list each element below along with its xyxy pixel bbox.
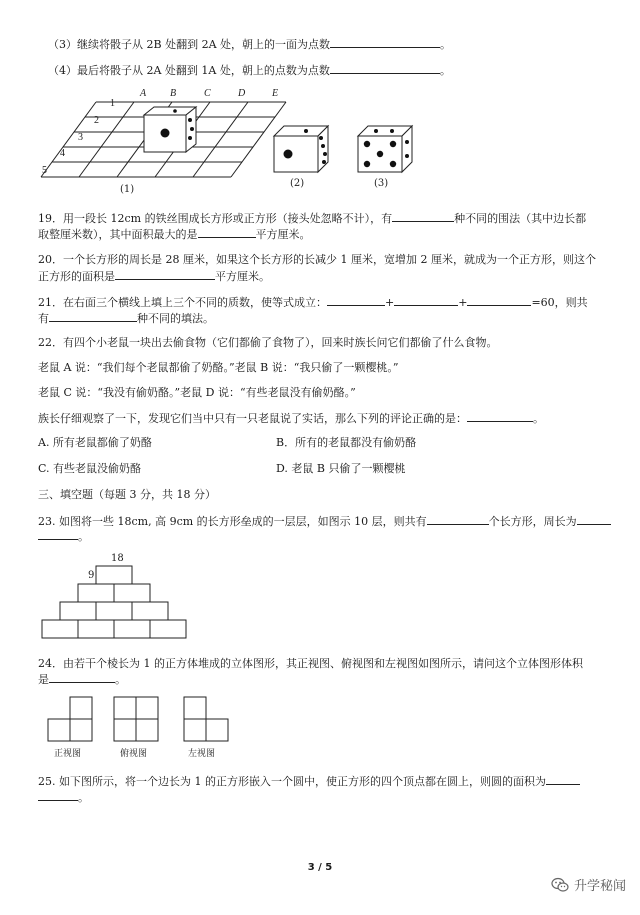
- view-label: 俯视图: [120, 749, 148, 759]
- answer-blank[interactable]: [38, 789, 78, 801]
- q21-line2: 有 种不同的填法。: [38, 312, 214, 325]
- grid-row-label: 2: [94, 115, 99, 126]
- answer-blank[interactable]: [327, 294, 385, 306]
- answer-blank[interactable]: [392, 210, 454, 222]
- q24-line1: 24．由若干个棱长为 1 的正方体堆成的立体图形，其正视图、俯视图和左视图如图所示，请问这个立体图形体积: [38, 657, 583, 670]
- page-number: 3 / 5: [307, 862, 333, 873]
- answer-blank[interactable]: [577, 513, 611, 525]
- q18-sub4: （4）最后将骰子从 2A 处翻到 1A 处，朝上的点数为点数 。: [48, 64, 451, 77]
- grid-row-label: 1: [110, 98, 115, 109]
- q24-line2: 是 。: [38, 673, 126, 686]
- answer-blank[interactable]: [49, 671, 115, 683]
- stacked-rectangles: [42, 566, 186, 638]
- q22-stem: 22．有四个小老鼠一块出去偷食物（它们都偷了食物了），回来时族长问它们都偷了什么食物。: [38, 336, 498, 349]
- answer-blank[interactable]: [38, 528, 78, 540]
- front-view: [48, 697, 92, 741]
- q20-line1: 20．一个长方形的周长是 28 厘米，如果这个长方形的长减少 1 厘米，宽增加 2 厘米，就成为一个正方形，则这个: [38, 253, 596, 266]
- answer-blank[interactable]: [546, 773, 580, 785]
- q21-line1: 21．在右面三个横线上填上三个不同的质数，使等式成立： + + =60，则共: [38, 296, 588, 309]
- three-views-figure: [40, 693, 250, 763]
- top-view: [114, 697, 158, 741]
- wechat-icon: [551, 877, 569, 893]
- grid-row-label: 4: [60, 148, 65, 159]
- q22-mice-ab: 老鼠 A 说：“我们每个老鼠都偷了奶酪。”老鼠 B 说：“我只偷了一颗樱桃。”: [38, 361, 399, 374]
- section-heading: 三、填空题（每题 3 分，共 18 分）: [38, 488, 216, 501]
- q19-line1: 19．用一段长 12cm 的铁丝围成长方形或正方形（接头处忽略不计），有 种不同的围法（其中边长都: [38, 212, 587, 225]
- watermark: [551, 875, 626, 894]
- answer-blank[interactable]: [394, 294, 458, 306]
- figure-label: (2): [290, 178, 305, 189]
- q19-line2: 取整厘米数），其中面积最大的是 平方厘米。: [38, 228, 311, 241]
- watermark-text: 升学秘闻: [573, 879, 626, 894]
- answer-blank[interactable]: [115, 268, 215, 280]
- figure-label: (3): [374, 178, 389, 189]
- answer-blank[interactable]: [467, 410, 533, 422]
- q22-question: 族长仔细观察了一下，发现它们当中只有一只老鼠说了实话，那么下列的评论正确的是： 。: [38, 412, 544, 425]
- q25-line1: 25. 如下图所示，将一个边长为 1 的正方形嵌入一个圆中，使正方形的四个顶点都在圆上，则圆的面积为: [38, 773, 580, 789]
- die-on-grid: [144, 107, 196, 152]
- q22-option-d[interactable]: D. 老鼠 B 只偷了一颗樱桃: [276, 462, 406, 475]
- view-label: 左视图: [188, 749, 216, 759]
- left-view: [184, 697, 228, 741]
- grid-col-label: E: [272, 88, 279, 99]
- figure-label: (1): [120, 184, 135, 194]
- grid-row-label: 5: [42, 165, 47, 176]
- answer-blank[interactable]: [49, 310, 137, 322]
- die-2: [274, 126, 328, 172]
- die-3: [358, 126, 412, 172]
- grid-col-label: A: [140, 88, 147, 99]
- answer-blank[interactable]: [198, 226, 256, 238]
- grid-col-label: D: [238, 88, 246, 99]
- q22-mice-cd: 老鼠 C 说：“我没有偷奶酪。”老鼠 D 说：“有些老鼠没有偷奶酪。”: [38, 386, 356, 399]
- q25-line2: 。: [38, 789, 89, 805]
- view-label: 正视图: [54, 749, 82, 759]
- q22-option-c[interactable]: C. 有些老鼠没偷奶酪: [38, 462, 142, 475]
- rectangle-pyramid-figure: [40, 550, 190, 642]
- height-label: 9: [88, 570, 95, 581]
- width-label: 18: [111, 553, 124, 564]
- q23-line2: 。: [38, 528, 89, 544]
- grid-row-label: 3: [78, 132, 83, 143]
- dice-grid-figure: [36, 82, 436, 194]
- answer-blank[interactable]: [330, 36, 440, 48]
- q22-option-a[interactable]: A. 所有老鼠都偷了奶酪: [38, 436, 152, 449]
- q23-line1: 23. 如图将一些 18cm, 高 9cm 的长方形垒成的一层层，如图示 10 层，则共有 个长方形，周长为: [38, 513, 611, 529]
- grid-col-label: B: [170, 88, 177, 99]
- answer-blank[interactable]: [467, 294, 531, 306]
- q22-option-b[interactable]: B．所有的老鼠都没有偷奶酪: [276, 436, 417, 449]
- q20-line2: 正方形的面积是 平方厘米。: [38, 270, 270, 283]
- answer-blank[interactable]: [330, 62, 440, 74]
- answer-blank[interactable]: [427, 513, 489, 525]
- q18-sub3: （3）继续将骰子从 2B 处翻到 2A 处，朝上的一面为点数 。: [48, 38, 452, 51]
- grid-col-label: C: [204, 88, 211, 99]
